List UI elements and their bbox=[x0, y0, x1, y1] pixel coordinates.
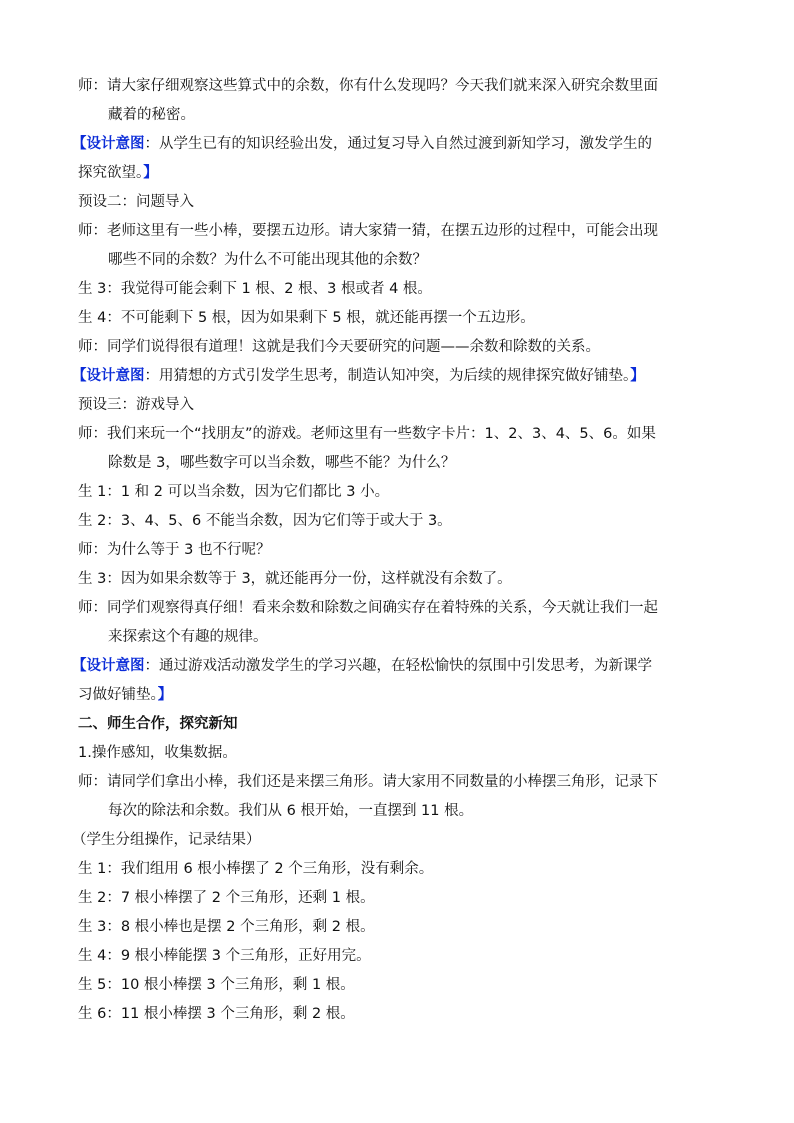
continuation-line bbox=[78, 159, 720, 188]
speaker-label: 生 3： bbox=[78, 571, 121, 587]
section-heading: 二、师生合作，探究新知 bbox=[78, 716, 238, 732]
line-text: 9 根小棒能摆 3 个三角形，正好用完。 bbox=[120, 948, 371, 964]
teacher-line bbox=[78, 333, 720, 362]
line-text: 每次的除法和余数。我们从 6 根开始，一直摆到 11 根。 bbox=[108, 803, 474, 819]
speaker-label: 师： bbox=[78, 78, 107, 94]
speaker-label: 生 4： bbox=[78, 948, 121, 964]
speaker-label: 生 3： bbox=[78, 281, 121, 297]
design-intent-line bbox=[72, 130, 720, 159]
design-intent-label: 【设计意图 bbox=[72, 368, 145, 384]
bracket-close: 】 bbox=[157, 687, 173, 703]
design-intent-label: 【设计意图 bbox=[72, 658, 145, 674]
lesson-plan-body bbox=[72, 72, 720, 1029]
line-text: 同学们观察得真仔细！看来余数和除数之间确实存在着特殊的关系，今天就让我们一起 bbox=[107, 600, 658, 616]
speaker-label: 师： bbox=[78, 223, 107, 239]
line-text: 通过游戏活动激发学生的学习兴趣，在轻松愉快的氛围中引发思考，为新课学 bbox=[159, 658, 652, 674]
line-text: 我们组用 6 根小棒摆了 2 个三角形，没有剩余。 bbox=[120, 861, 434, 877]
continuation-line bbox=[78, 449, 720, 478]
continuation-line bbox=[78, 623, 720, 652]
speaker-label: 师： bbox=[78, 426, 107, 442]
line-text: 因为如果余数等于 3，就还能再分一份，这样就没有余数了。 bbox=[120, 571, 512, 587]
teacher-line bbox=[78, 536, 720, 565]
student-line bbox=[78, 275, 720, 304]
line-text: 老师这里有一些小棒，要摆五边形。请大家猜一猜，在摆五边形的过程中，可能会出现 bbox=[107, 223, 658, 239]
speaker-label: 师： bbox=[78, 774, 107, 790]
speaker-label: 生 1： bbox=[78, 484, 121, 500]
label-colon: ： bbox=[144, 368, 159, 384]
speaker-label: 生 6： bbox=[78, 1006, 121, 1022]
speaker-label: 师： bbox=[78, 600, 107, 616]
line-text: 7 根小棒摆了 2 个三角形，还剩 1 根。 bbox=[120, 890, 375, 906]
student-line bbox=[78, 855, 720, 884]
line-text: 我们来玩一个“找朋友”的游戏。老师这里有一些数字卡片：1、2、3、4、5、6。如果 bbox=[107, 426, 656, 442]
line-text: 习做好铺垫。 bbox=[78, 687, 158, 703]
design-intent-line bbox=[72, 652, 720, 681]
line-text: 不可能剩下 5 根，因为如果剩下 5 根，就还能再摆一个五边形。 bbox=[120, 310, 535, 326]
student-line bbox=[78, 884, 720, 913]
line-text: 8 根小棒也是摆 2 个三角形，剩 2 根。 bbox=[120, 919, 375, 935]
bracket-close: 】 bbox=[630, 368, 645, 384]
design-intent-label: 【设计意图 bbox=[72, 136, 145, 152]
continuation-line bbox=[78, 246, 720, 275]
speaker-label: 生 5： bbox=[78, 977, 121, 993]
speaker-label: 生 2： bbox=[78, 513, 121, 529]
line-text: 藏着的秘密。 bbox=[108, 107, 195, 123]
speaker-label: 生 1： bbox=[78, 861, 121, 877]
teacher-line bbox=[78, 768, 720, 797]
continuation-line bbox=[78, 797, 720, 826]
speaker-label: 生 4： bbox=[78, 310, 121, 326]
student-line bbox=[78, 478, 720, 507]
label-colon: ： bbox=[144, 658, 159, 674]
speaker-label: 生 2： bbox=[78, 890, 121, 906]
design-intent-line bbox=[72, 362, 720, 391]
line-text: 1 和 2 可以当余数，因为它们都比 3 小。 bbox=[120, 484, 390, 500]
continuation-line bbox=[78, 101, 720, 130]
speaker-label: 师： bbox=[78, 542, 107, 558]
line-text: 来探索这个有趣的规律。 bbox=[108, 629, 268, 645]
line-text: 为什么等于 3 也不行呢？ bbox=[107, 542, 271, 558]
line-text: 10 根小棒摆 3 个三角形，剩 1 根。 bbox=[120, 977, 355, 993]
section-subtitle: 预设三：游戏导入 bbox=[78, 397, 194, 413]
line-text: 请同学们拿出小棒，我们还是来摆三角形。请大家用不同数量的小棒摆三角形，记录下 bbox=[107, 774, 658, 790]
speaker-label: 师： bbox=[78, 339, 107, 355]
line-text: 我觉得可能会剩下 1 根、2 根、3 根或者 4 根。 bbox=[120, 281, 432, 297]
line-text: 除数是 3，哪些数字可以当余数，哪些不能？为什么？ bbox=[108, 455, 456, 471]
line-text: 用猜想的方式引发学生思考，制造认知冲突，为后续的规律探究做好铺垫。 bbox=[159, 368, 631, 384]
line-text: 11 根小棒摆 3 个三角形，剩 2 根。 bbox=[120, 1006, 355, 1022]
teacher-line bbox=[78, 217, 720, 246]
student-line bbox=[78, 913, 720, 942]
stage-direction: （学生分组操作，记录结果） bbox=[72, 832, 261, 848]
student-line bbox=[78, 1000, 720, 1029]
continuation-line bbox=[78, 681, 720, 710]
line-text: 同学们说得很有道理！这就是我们今天要研究的问题——余数和除数的关系。 bbox=[107, 339, 600, 355]
student-line bbox=[78, 942, 720, 971]
line-text: 探究欲望。 bbox=[78, 165, 144, 181]
line-text: 请大家仔细观察这些算式中的余数，你有什么发现吗？今天我们就来深入研究余数里面 bbox=[107, 78, 658, 94]
section-subtitle: 预设二：问题导入 bbox=[78, 194, 194, 210]
student-line bbox=[78, 971, 720, 1000]
student-line bbox=[78, 507, 720, 536]
label-colon: ： bbox=[144, 136, 159, 152]
student-line bbox=[78, 304, 720, 333]
bracket-close: 】 bbox=[143, 165, 158, 181]
speaker-label: 生 3： bbox=[78, 919, 121, 935]
line-text: 从学生已有的知识经验出发，通过复习导入自然过渡到新知学习，激发学生的 bbox=[159, 136, 652, 152]
teacher-line bbox=[78, 594, 720, 623]
line-text: 哪些不同的余数？为什么不可能出现其他的余数？ bbox=[108, 252, 427, 268]
teacher-line bbox=[78, 72, 720, 101]
line-text: 3、4、5、6 不能当余数，因为它们等于或大于 3。 bbox=[120, 513, 452, 529]
step-heading: 1.操作感知，收集数据。 bbox=[78, 745, 237, 761]
student-line bbox=[78, 565, 720, 594]
teacher-line bbox=[78, 420, 720, 449]
